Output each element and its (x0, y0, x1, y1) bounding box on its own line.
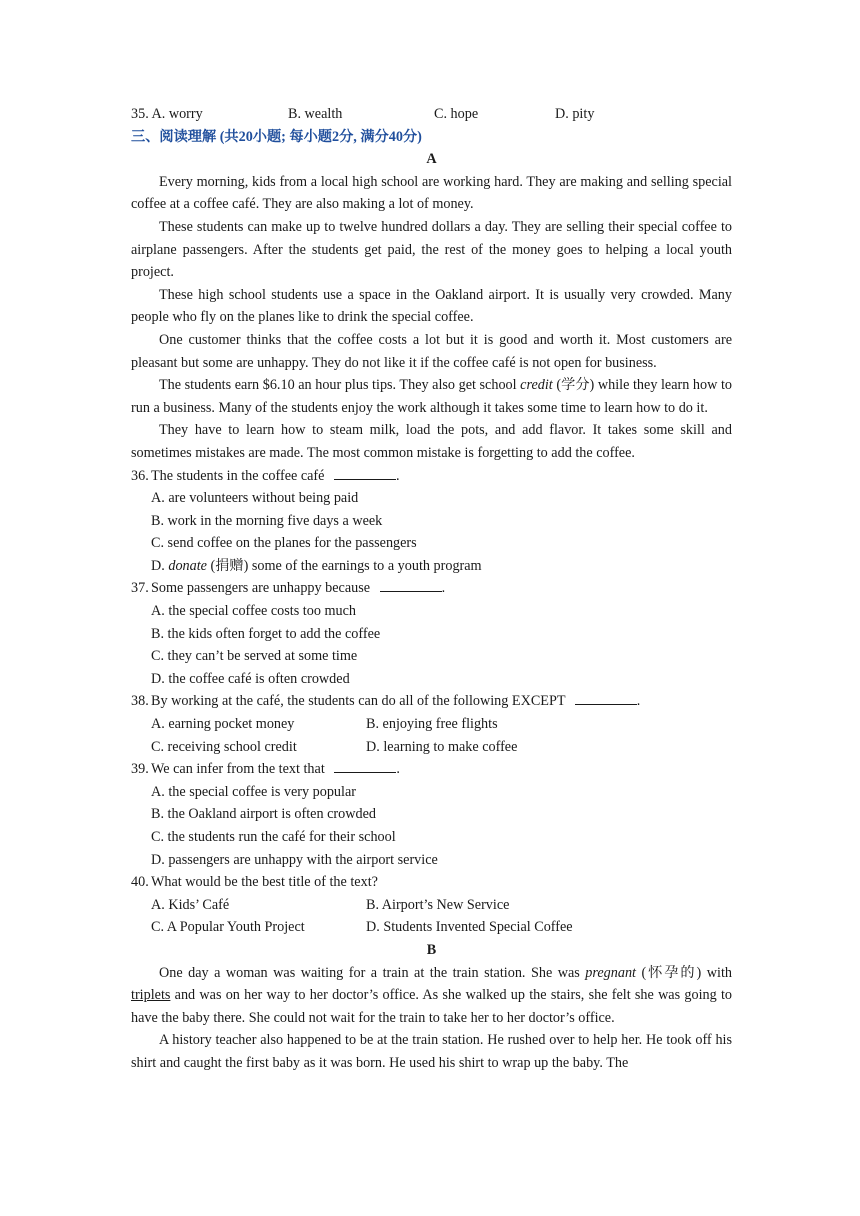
passage-a-paragraph-1: Every morning, kids from a local high school are working hard. They are making and selling special coffee at a coffee café. They are also making a lot of money. (131, 173, 732, 213)
q39-option-c: C. the students run the café for their school (151, 829, 396, 845)
answer-blank (334, 465, 396, 480)
q36-option-d (131, 555, 732, 578)
question-36 (131, 465, 732, 488)
question-stem (151, 690, 640, 713)
q37-option-c: C. they can’t be served at some time (151, 648, 358, 665)
passage-a-paragraph-2: These students can make up to twelve hundred dollars a day. They are selling their special coffee to airplane passengers. After the students get paid, the rest of the money goes to helping a local youth project. (131, 218, 732, 281)
question-35-options (131, 103, 732, 126)
stem-text: By working at the café, the students can do all of the following EXCEPT (151, 693, 569, 710)
q35-option-b: B. wealth (288, 106, 343, 122)
q36-option-a: A. are volunteers without being paid (151, 490, 359, 507)
q37-option-b: B. the kids often forget to add the coffee (151, 625, 381, 642)
q39-option-a: A. the special coffee is very popular (151, 783, 356, 800)
passage-b-paragraph-2: A history teacher also happened to be at the train station. He rushed over to help her. He took off his shirt and caught the first baby as it was born. He used his shirt to wrap up the baby. The (131, 1032, 732, 1071)
q37-option-d: D. the coffee café is often crowded (151, 670, 350, 687)
q40-option-d: D. Students Invented Special Coffee (366, 919, 573, 936)
stem-end: . (396, 467, 400, 484)
triplets-word: triplets (131, 987, 171, 1004)
q38-option-d: D. learning to make coffee (366, 738, 518, 755)
q35-option-d: D. pity (555, 106, 595, 122)
p5-credit-word: credit (520, 377, 553, 394)
d-prefix: D. (151, 557, 169, 574)
stem-text: Some passengers are unhappy because (151, 580, 374, 597)
passage-a-heading: A (426, 151, 437, 168)
passage-a-paragraph-5 (131, 374, 732, 419)
answer-blank (380, 577, 442, 592)
q35-option-c: C. hope (434, 106, 479, 122)
answer-blank (575, 690, 637, 705)
question-39 (131, 758, 732, 781)
section-title-cn: 三、阅读理解 (131, 128, 217, 145)
q40-option-a: A. Kids’ Café (151, 896, 230, 913)
passage-a-paragraph-3: These high school students use a space in the Oakland airport. It is usually very crowded. Many people who fly on the planes like to drink the special coffee. (131, 286, 732, 326)
passage-b-paragraph-1 (131, 962, 732, 1030)
question-number: 38. (131, 693, 149, 710)
q38-options-row-1 (131, 713, 732, 736)
q38-option-c: C. receiving school credit (151, 738, 297, 755)
stem-end: . (441, 580, 446, 597)
answer-blank (334, 758, 396, 773)
q36-option-c: C. send coffee on the planes for the passengers (151, 535, 417, 552)
pb1-text-a: One day a woman was waiting for a train at the train station. She was (159, 964, 586, 981)
question-stem (151, 465, 400, 488)
q39-option-b: B. the Oakland airport is often crowded (151, 806, 376, 823)
question-stem (151, 758, 400, 781)
question-number: 39. (131, 761, 149, 778)
pb1-text-c: and was on her way to her doctor’s office. As she walked up the stairs, she felt she was going to have the baby there. She could not wait for the train to take her to her doctor’s office. (131, 987, 732, 1026)
exam-page (131, 103, 732, 1075)
pb1-text-b: (怀孕的) with (636, 964, 732, 981)
question-stem (151, 577, 445, 600)
stem-text: We can infer from the text that (151, 761, 329, 778)
section-heading (131, 126, 732, 149)
stem-end: . (636, 693, 641, 710)
question-number: 37. (131, 580, 149, 597)
p5-text-b: (学分) while they learn how to run a business. Many of the students enjoy the work although it takes some time to learn how to do it. (131, 377, 732, 416)
question-38 (131, 690, 732, 713)
pregnant-word: pregnant (585, 964, 636, 981)
stem-end: . (396, 761, 400, 778)
stem-text: The students in the coffee café (151, 467, 329, 484)
question-40 (131, 871, 732, 894)
q39-option-d: D. passengers are unhappy with the airport service (151, 851, 438, 868)
section-title-rest: (共20小题; 每小题2分, 满分40分) (216, 128, 422, 145)
q40-option-c: C. A Popular Youth Project (151, 919, 305, 936)
question-37 (131, 577, 732, 600)
passage-b-heading: B (426, 941, 437, 958)
passage-a-paragraph-4: One customer thinks that the coffee costs a lot but it is good and worth it. Most customers are pleasant but some are unhappy. They do not like it if the coffee café is not open for business. (131, 331, 732, 371)
passage-a-paragraph-6: They have to learn how to steam milk, load the pots, and add flavor. It takes some skill and sometimes mistakes are made. The most common mistake is forgetting to add the coffee. (131, 422, 732, 461)
q38-option-b: B. enjoying free flights (366, 716, 498, 733)
q38-options-row-2 (131, 736, 732, 759)
q40-options-row-2 (131, 916, 732, 939)
q38-option-a: A. earning pocket money (151, 716, 295, 733)
q36-option-b: B. work in the morning five days a week (151, 512, 383, 529)
q37-option-a: A. the special coffee costs too much (151, 603, 356, 620)
q40-options-row-1 (131, 894, 732, 917)
q40-option-b: B. Airport’s New Service (366, 896, 510, 913)
question-number: 40. (131, 874, 149, 891)
d-rest: (捐赠) some of the earnings to a youth program (206, 557, 482, 574)
donate-word: donate (168, 557, 207, 574)
question-stem: What would be the best title of the text? (151, 874, 378, 891)
question-number: 36. (131, 467, 149, 484)
p5-text-a: The students earn $6.10 an hour plus tips. They also get school (159, 377, 521, 394)
q35-option-a: 35. A. worry (131, 106, 203, 122)
